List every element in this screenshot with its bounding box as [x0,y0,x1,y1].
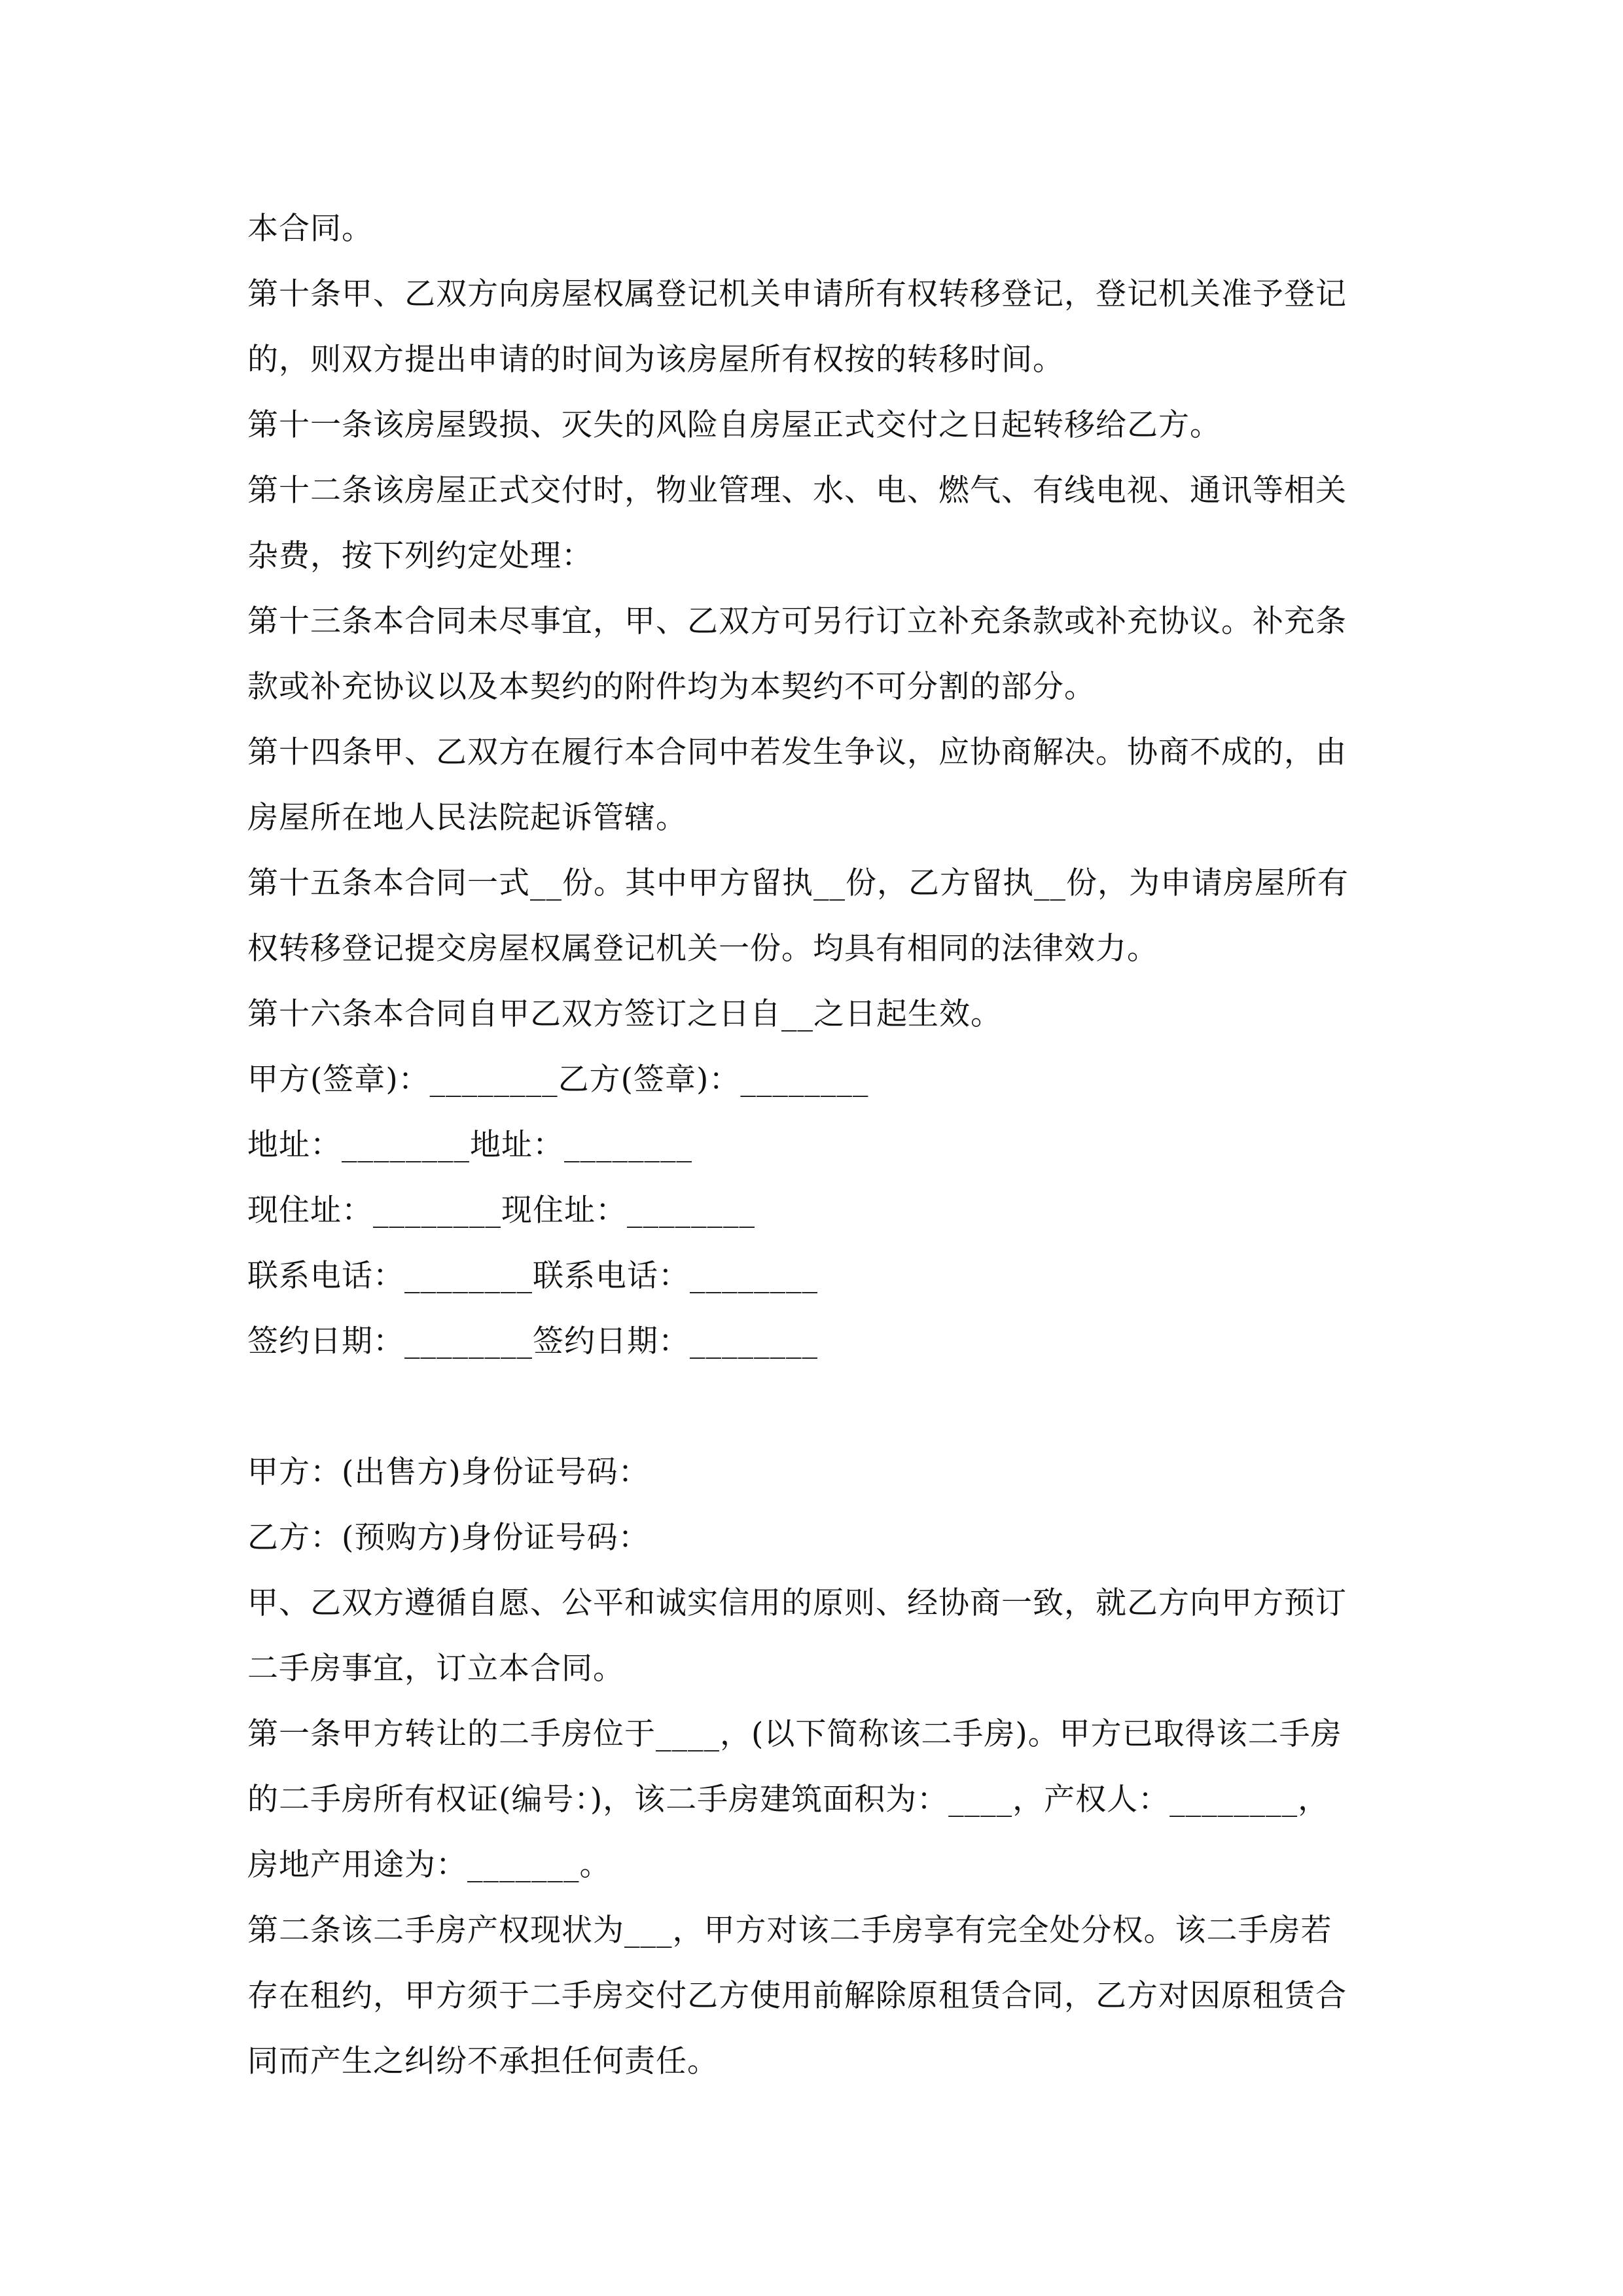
text-line: 第十三条本合同未尽事宜，甲、乙双方可另行订立补充条款或补充协议。补充条 [247,603,1347,639]
signature-line: 联系电话：________联系电话：________ [247,1258,818,1294]
text-line: 的二手房所有权证(编号：)，该二手房建筑面积为：____，产权人：________， [247,1782,1330,1818]
text-line: 第二条该二手房产权现状为___，甲方对该二手房享有完全处分权。该二手房若 [247,1912,1332,1948]
text-line: 杂费，按下列约定处理： [247,538,593,574]
text-line: 甲方：(出售方)身份证号码： [247,1454,650,1490]
signature-line: 现住址：________现住址：________ [247,1193,755,1229]
text-line: 的，则双方提出申请的时间为该房屋所有权按的转移时间。 [247,342,1064,378]
text-line: 房地产用途为：_______。 [247,1847,611,1883]
text-line: 第十二条该房屋正式交付时，物业管理、水、电、燃气、有线电视、通讯等相关 [247,473,1347,509]
text-line: 乙方：(预购方)身份证号码： [247,1520,650,1556]
text-line: 同而产生之纠纷不承担任何责任。 [247,2043,719,2079]
text-line: 权转移登记提交房屋权属登记机关一份。均具有相同的法律效力。 [247,931,1158,967]
text-line: 第一条甲方转让的二手房位于____，(以下简称该二手房)。甲方已取得该二手房 [247,1716,1342,1752]
text-line: 第十条甲、乙双方向房屋权属登记机关申请所有权转移登记，登记机关准予登记 [247,276,1347,312]
text-line: 第十六条本合同自甲乙双方签订之日自__之日起生效。 [247,996,1002,1032]
text-line: 甲、乙双方遵循自愿、公平和诚实信用的原则、经协商一致，就乙方向甲方预订 [247,1585,1347,1621]
text-line: 本合同。 [247,211,373,247]
signature-line: 甲方(签章)：________乙方(签章)：________ [247,1062,869,1098]
signature-line: 地址：________地址：________ [247,1127,692,1163]
text-line: 第十一条该房屋毁损、灭失的风险自房屋正式交付之日起转移给乙方。 [247,407,1221,443]
text-line: 款或补充协议以及本契约的附件均为本契约不可分割的部分。 [247,669,1096,705]
text-line: 二手房事宜，订立本合同。 [247,1651,624,1687]
text-line: 房屋所在地人民法院起诉管辖。 [247,800,687,836]
text-line: 存在租约，甲方须于二手房交付乙方使用前解除原租赁合同，乙方对因原租赁合 [247,1978,1347,2014]
text-line: 第十五条本合同一式__份。其中甲方留执__份，乙方留执__份，为申请房屋所有 [247,865,1349,901]
text-line: 第十四条甲、乙双方在履行本合同中若发生争议，应协商解决。协商不成的，由 [247,734,1347,770]
document-page [247,196,1386,2094]
blank-spacer [247,1374,1386,1440]
signature-line: 签约日期：________签约日期：________ [247,1323,818,1359]
